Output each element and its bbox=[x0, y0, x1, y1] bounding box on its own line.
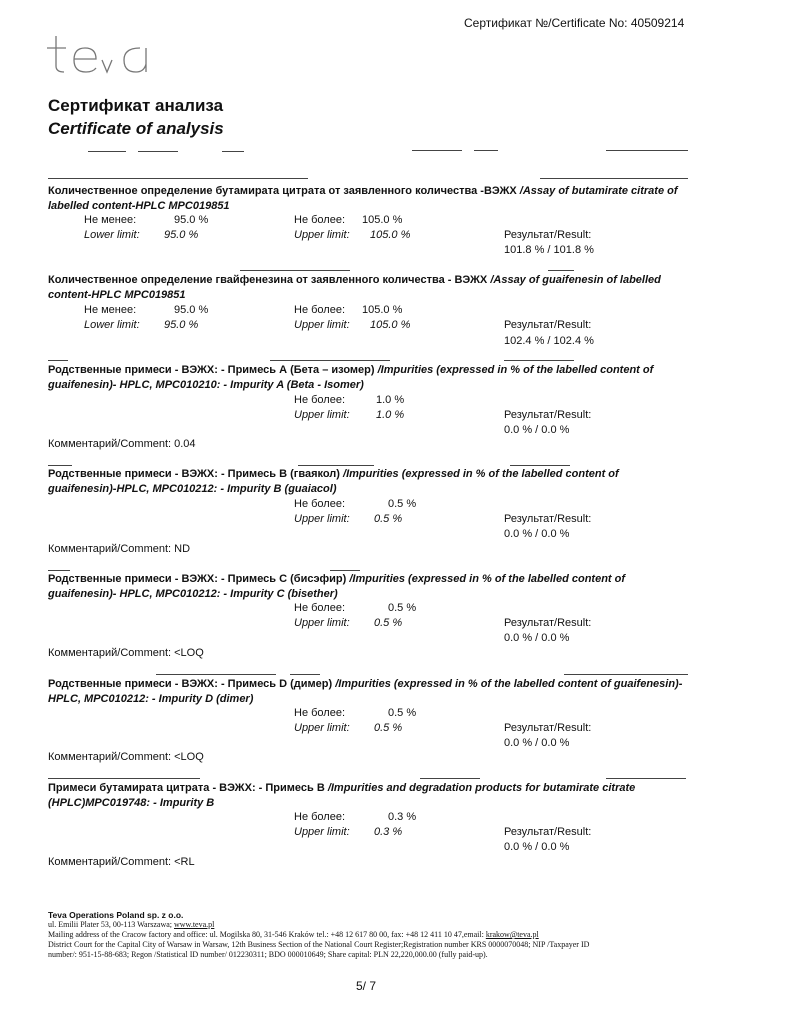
lower-limit-value-ru: 95.0 % bbox=[174, 304, 209, 316]
test-section-impurity-d-dimer bbox=[48, 677, 748, 747]
upper-limit-value-en: 0.5 % bbox=[374, 722, 403, 734]
upper-limit-value-en: 0.3 % bbox=[374, 826, 403, 838]
scan-dash bbox=[48, 465, 72, 466]
upper-limit-label-en: Upper limit: bbox=[294, 722, 350, 734]
company-name: Teva Operations Poland sp. z o.o. bbox=[48, 910, 184, 920]
scan-dash bbox=[48, 178, 308, 179]
scan-dash bbox=[606, 150, 688, 151]
upper-limit-label-ru: Не более: bbox=[294, 214, 346, 226]
upper-limit-value-en: 0.5 % bbox=[374, 617, 403, 629]
scan-dash bbox=[510, 465, 570, 466]
lower-limit-label-en: Lower limit: bbox=[84, 319, 140, 331]
scan-dash bbox=[606, 778, 686, 779]
test-heading: Количественное определение гвайфенезина от заявленного количества - ВЭЖХ /Assay of guaifenesin of labelled content-HPLC MPC019851 bbox=[48, 274, 661, 301]
comment-text: Комментарий/Comment: 0.04 bbox=[48, 438, 196, 450]
result-value: 0.0 % / 0.0 % bbox=[504, 841, 570, 853]
scan-dash bbox=[290, 674, 320, 675]
test-heading: Родственные примеси - ВЭЖХ: - Примесь D (димер) /Impurities (expressed in % of the labelled content of guaifenesin)- HPLC, MPC010212: - Impurity D (dimer) bbox=[48, 678, 683, 705]
result-value: 0.0 % / 0.0 % bbox=[504, 737, 570, 749]
test-heading: Родственные примеси - ВЭЖХ: - Примесь С (бисэфир) /Impurities (expressed in % of the labelled content of guaifenesin)- HPLC, MPC010212: - Impurity C (bisether) bbox=[48, 573, 626, 600]
scan-dash bbox=[240, 270, 350, 271]
comment-text: Комментарий/Comment: <RL bbox=[48, 856, 195, 868]
company-address: ul. Emilii Plater 53, 00-113 Warszawa; www.teva.pl bbox=[48, 920, 215, 929]
scan-dash bbox=[412, 150, 462, 151]
scan-dash bbox=[330, 570, 360, 571]
result-label: Результат/Result: bbox=[504, 722, 592, 734]
result-label: Результат/Result: bbox=[504, 409, 592, 421]
scan-dash bbox=[48, 570, 70, 571]
upper-limit-value-ru: 0.5 % bbox=[388, 707, 417, 719]
scan-dash bbox=[48, 360, 68, 361]
result-label: Результат/Result: bbox=[504, 319, 592, 331]
certificate-number: Сертификат №/Certificate No: 40509214 bbox=[464, 16, 685, 30]
comment-text: Комментарий/Comment: ND bbox=[48, 543, 191, 555]
scan-dash bbox=[504, 360, 574, 361]
lower-limit-value-en: 95.0 % bbox=[164, 319, 199, 331]
test-heading: Примеси бутамирата цитрата - ВЭЖХ: - Примесь В /Impurities and degradation products for butamirate citrate (HPLC)MPC019748: - Impurity B bbox=[48, 782, 636, 809]
upper-limit-value-en: 105.0 % bbox=[370, 319, 411, 331]
result-label: Результат/Result: bbox=[504, 617, 592, 629]
upper-limit-value-en: 0.5 % bbox=[374, 513, 403, 525]
scan-dash bbox=[540, 178, 688, 179]
upper-limit-label-en: Upper limit: bbox=[294, 826, 350, 838]
scan-dash bbox=[138, 151, 178, 152]
test-section-guaifenesin-assay bbox=[48, 273, 748, 353]
upper-limit-label-ru: Не более: bbox=[294, 707, 346, 719]
upper-limit-label-ru: Не более: bbox=[294, 602, 346, 614]
upper-limit-value-ru: 1.0 % bbox=[376, 394, 405, 406]
scan-dash bbox=[420, 778, 480, 779]
scan-dash bbox=[88, 151, 126, 152]
upper-limit-label-ru: Не более: bbox=[294, 394, 346, 406]
registration-numbers: number/: 951-15-88-683; Regon /Statistical ID number/ 012230311; BDO 000010649; Share capital: PLN 22,220,000.00 (fully paid-up). bbox=[48, 950, 488, 959]
court-registration: District Court for the Capital City of Warsaw in Warsaw, 12th Business Section of the National Court Register;Registration number KRS 0000070048; NIP /Taxpayer ID bbox=[48, 940, 590, 949]
lower-limit-label-ru: Не менее: bbox=[84, 304, 137, 316]
result-label: Результат/Result: bbox=[504, 513, 592, 525]
scan-dash bbox=[48, 778, 200, 779]
test-section-impurity-c-bisether bbox=[48, 572, 748, 642]
scan-dash bbox=[270, 360, 390, 361]
upper-limit-value-en: 1.0 % bbox=[376, 409, 405, 421]
upper-limit-value-ru: 0.5 % bbox=[388, 498, 417, 510]
test-section-butamirate-assay bbox=[48, 184, 748, 264]
scan-dash bbox=[156, 674, 276, 675]
upper-limit-value-en: 105.0 % bbox=[370, 229, 411, 241]
upper-limit-value-ru: 105.0 % bbox=[362, 214, 403, 226]
test-section-butamirate-impurity-b bbox=[48, 781, 748, 851]
title-russian: Сертификат анализа bbox=[48, 96, 224, 115]
upper-limit-label-ru: Не более: bbox=[294, 304, 346, 316]
company-footer bbox=[48, 910, 748, 960]
page-number: 5/ 7 bbox=[356, 979, 377, 993]
upper-limit-label-en: Upper limit: bbox=[294, 229, 350, 241]
teva-logo bbox=[44, 32, 174, 78]
title-english: Certificate of analysis bbox=[48, 119, 224, 138]
scan-dash bbox=[564, 674, 688, 675]
test-heading: Родственные примеси - ВЭЖХ: - Примесь В (гваякол) /Impurities (expressed in % of the labelled content of guaifenesin)-HPLC, MPC010212: - Impurity B (guaiacol) bbox=[48, 468, 619, 495]
mailing-address: Mailing address of the Cracow factory and office: ul. Mogilska 80, 31-546 Kraków tel.: +48 12 617 80 00, fax: +48 12 411 10 47,email: krakow@teva.pl bbox=[48, 930, 539, 939]
upper-limit-value-ru: 105.0 % bbox=[362, 304, 403, 316]
result-value: 0.0 % / 0.0 % bbox=[504, 632, 570, 644]
test-heading: Родственные примеси - ВЭЖХ: - Примесь А (Бета – изомер) /Impurities (expressed in % of the labelled content of guaifenesin)- HPLC, MPC010210: - Impurity A (Beta - Isomer) bbox=[48, 364, 654, 391]
result-value: 101.8 % / 101.8 % bbox=[504, 244, 594, 256]
result-label: Результат/Result: bbox=[504, 229, 592, 241]
upper-limit-label-en: Upper limit: bbox=[294, 409, 350, 421]
test-heading: Количественное определение бутамирата цитрата от заявленного количества -ВЭЖХ /Assay of butamirate citrate of labelled content-HPLC MPC019851 bbox=[48, 185, 678, 212]
test-section-impurity-b-guaiacol bbox=[48, 467, 748, 540]
scan-dash bbox=[298, 465, 374, 466]
scan-dash bbox=[548, 270, 574, 271]
upper-limit-label-en: Upper limit: bbox=[294, 513, 350, 525]
website-link[interactable]: www.teva.pl bbox=[174, 920, 215, 929]
upper-limit-label-en: Upper limit: bbox=[294, 617, 350, 629]
comment-text: Комментарий/Comment: <LOQ bbox=[48, 751, 204, 763]
lower-limit-value-ru: 95.0 % bbox=[174, 214, 209, 226]
result-value: 0.0 % / 0.0 % bbox=[504, 528, 570, 540]
upper-limit-label-ru: Не более: bbox=[294, 498, 346, 510]
upper-limit-value-ru: 0.3 % bbox=[388, 811, 417, 823]
lower-limit-value-en: 95.0 % bbox=[164, 229, 199, 241]
result-value: 0.0 % / 0.0 % bbox=[504, 424, 570, 436]
email-link[interactable]: krakow@teva.pl bbox=[485, 930, 539, 939]
comment-text: Комментарий/Comment: <LOQ bbox=[48, 647, 204, 659]
result-label: Результат/Result: bbox=[504, 826, 592, 838]
scan-dash bbox=[474, 150, 498, 151]
upper-limit-label-en: Upper limit: bbox=[294, 319, 350, 331]
scan-dash bbox=[222, 151, 244, 152]
test-section-impurity-a bbox=[48, 363, 748, 436]
upper-limit-value-ru: 0.5 % bbox=[388, 602, 417, 614]
lower-limit-label-en: Lower limit: bbox=[84, 229, 140, 241]
upper-limit-label-ru: Не более: bbox=[294, 811, 346, 823]
lower-limit-label-ru: Не менее: bbox=[84, 214, 137, 226]
result-value: 102.4 % / 102.4 % bbox=[504, 335, 594, 347]
